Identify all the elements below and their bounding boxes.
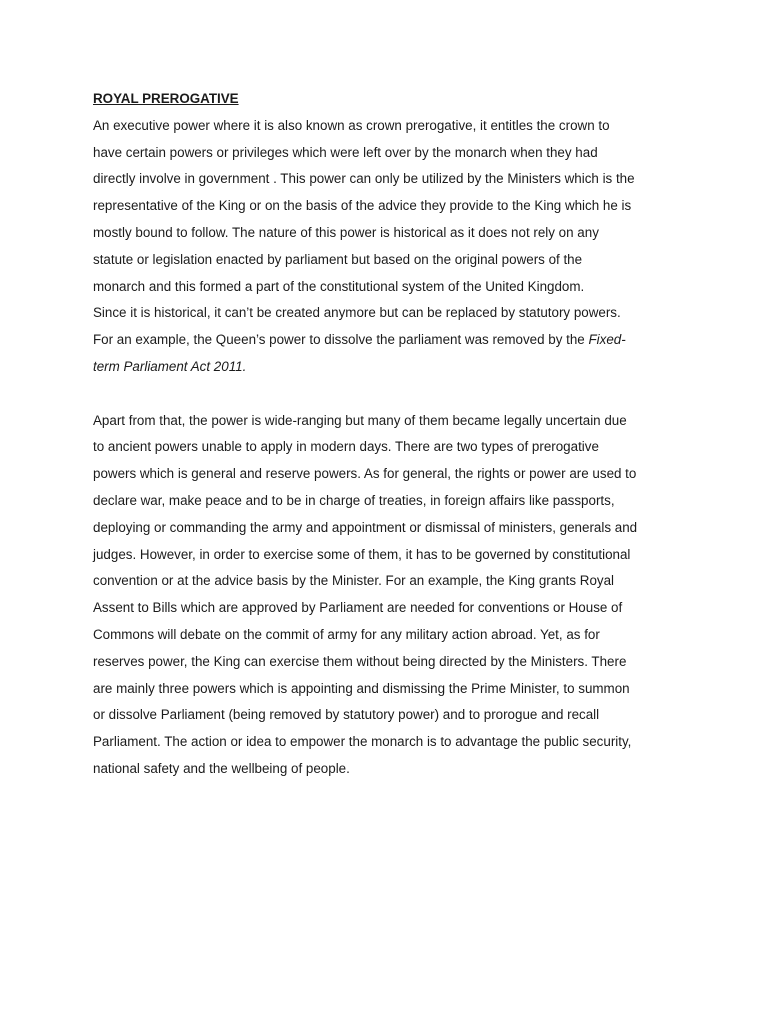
paragraph-line (93, 327, 683, 354)
document-title: ROYAL PREROGATIVE (93, 91, 239, 106)
paragraph-line: have certain powers or privileges which were left over by the monarch when they had (93, 144, 598, 160)
paragraph-line: are mainly three powers which is appointing and dismissing the Prime Minister, to summon (93, 680, 630, 696)
paragraph-line: directly involve in government . This power can only be utilized by the Ministers which is the (93, 171, 635, 187)
act-name-italic: term Parliament Act 2011. (93, 358, 247, 374)
paragraph-line: convention or at the advice basis by the Minister. For an example, the King grants Royal (93, 573, 615, 589)
paragraph-1 (93, 113, 683, 381)
paragraph-line: statute or legislation enacted by parliament but based on the original powers of the (93, 251, 583, 267)
paragraph-line: national safety and the wellbeing of people. (93, 760, 350, 776)
paragraph-2 (93, 408, 683, 783)
paragraph-line: Commons will debate on the commit of army for any military action abroad. Yet, as for (93, 626, 600, 642)
paragraph-line: An executive power where it is also known as crown prerogative, it entitles the crown to (93, 117, 610, 133)
paragraph-line: monarch and this formed a part of the constitutional system of the United Kingdom. (93, 278, 585, 294)
paragraph-line: reserves power, the King can exercise them without being directed by the Ministers. There (93, 653, 627, 669)
paragraph-spacer (93, 381, 683, 408)
paragraph-line: to ancient powers unable to apply in modern days. There are two types of prerogative (93, 439, 599, 455)
paragraph-line: mostly bound to follow. The nature of this power is historical as it does not rely on any (93, 224, 599, 240)
paragraph-line: Since it is historical, it can’t be created anymore but can be replaced by statutory powers. (93, 305, 621, 321)
paragraph-line: Apart from that, the power is wide-ranging but many of them became legally uncertain due (93, 412, 627, 428)
paragraph-line: representative of the King or on the basis of the advice they provide to the King which he is (93, 198, 632, 214)
document-page (93, 86, 683, 783)
paragraph-line: or dissolve Parliament (being removed by statutory power) and to prorogue and recall (93, 707, 600, 723)
paragraph-line: Parliament. The action or idea to empower the monarch is to advantage the public security, (93, 734, 632, 750)
paragraph-line: judges. However, in order to exercise some of them, it has to be governed by constitutional (93, 546, 631, 562)
paragraph-line: deploying or commanding the army and appointment or dismissal of ministers, generals and (93, 519, 638, 535)
paragraph-line: powers which is general and reserve powers. As for general, the rights or power are used to (93, 466, 637, 482)
act-name-italic: Fixed- (588, 332, 626, 348)
paragraph-line (93, 354, 683, 381)
paragraph-line: declare war, make peace and to be in charge of treaties, in foreign affairs like passports, (93, 492, 615, 508)
paragraph-text: For an example, the Queen’s power to dissolve the parliament was removed by the (93, 332, 589, 348)
paragraph-line: Assent to Bills which are approved by Parliament are needed for conventions or House of (93, 600, 623, 616)
